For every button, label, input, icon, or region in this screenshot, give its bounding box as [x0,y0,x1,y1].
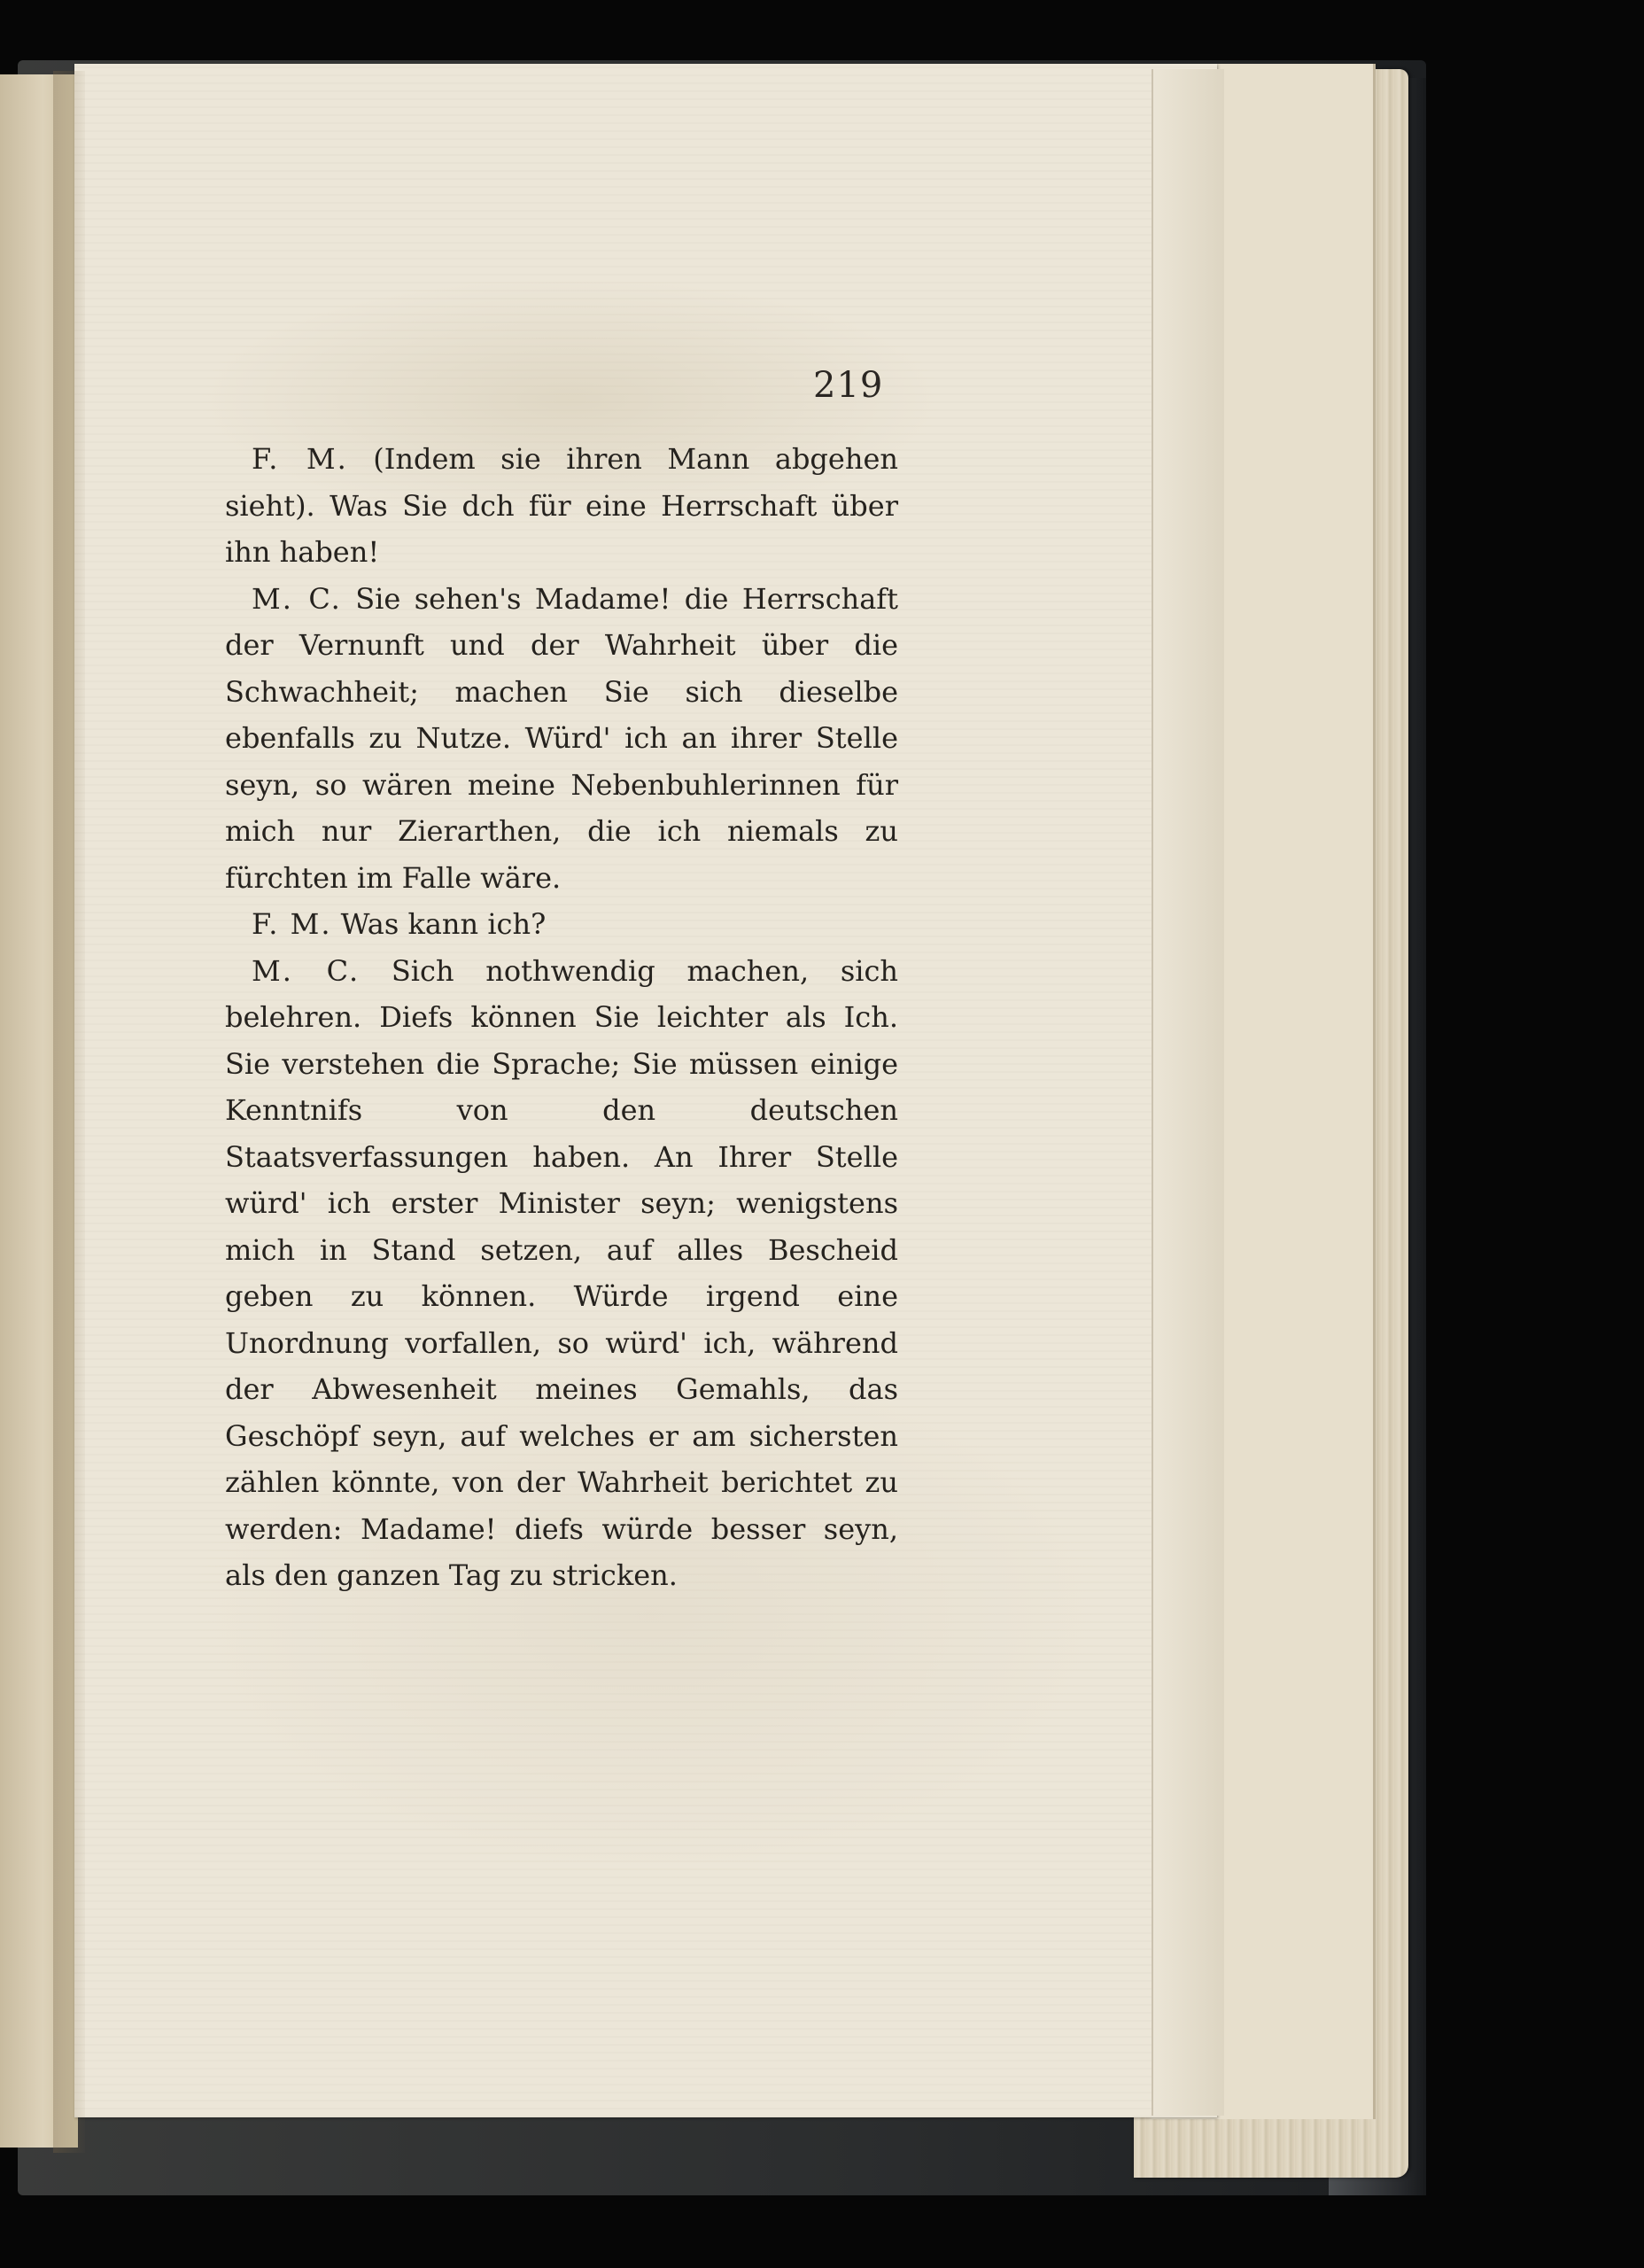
paragraph-text: Sich nothwendig machen, sich belehren. Diefs können Sie leichter als Ich. Sie verstehen die Sprache; Sie müssen einige Kenntnifs von den deutschen Staatsverfassungen haben. An Ihrer Stelle würd' ich erster Minister seyn; wenigstens mich in Stand setzen, auf alles Bescheid geben zu können. Würde irgend eine Unordnung vorfallen, so würd' ich, während der Abwesenheit meines Gemahls, das Geschöpf seyn, auf welches er am sichersten zählen könnte, von der Wahrheit berichtet zu werden: Madame! diefs würde besser seyn, als den ganzen Tag zu stricken. [225,953,898,1592]
book-gutter [53,71,85,2153]
paragraph-2 [225,576,898,902]
page-text [225,436,898,1599]
speaker-label: M. C. [252,953,361,988]
speaker-label: F. M. [252,442,348,476]
page-number: 219 [813,365,884,406]
paragraph-text: Sie sehen's Madame! die Herrschaft der Vernunft und der Wahrheit über die Schwachheit; machen Sie sich dieselbe ebenfalls zu Nutze. Würd' ich an ihrer Stelle seyn, so wären meine Nebenbuhlerinnen für mich nur Zierarthen, die ich niemals zu fürchten im Falle wäre. [225,581,898,895]
speaker-label: F. M. [252,907,332,941]
paragraph-text: Was kann ich? [340,907,547,941]
paragraph-4 [225,948,898,1599]
paragraph-text: (Indem sie ihren Mann abgehen sieht). Was Sie dch für eine Herrschaft über ihn haben! [225,442,899,569]
paragraph-3 [225,901,898,948]
page-fold-strip [1152,69,1224,2116]
speaker-label: M. C. [252,581,342,616]
paragraph-1 [225,436,898,576]
